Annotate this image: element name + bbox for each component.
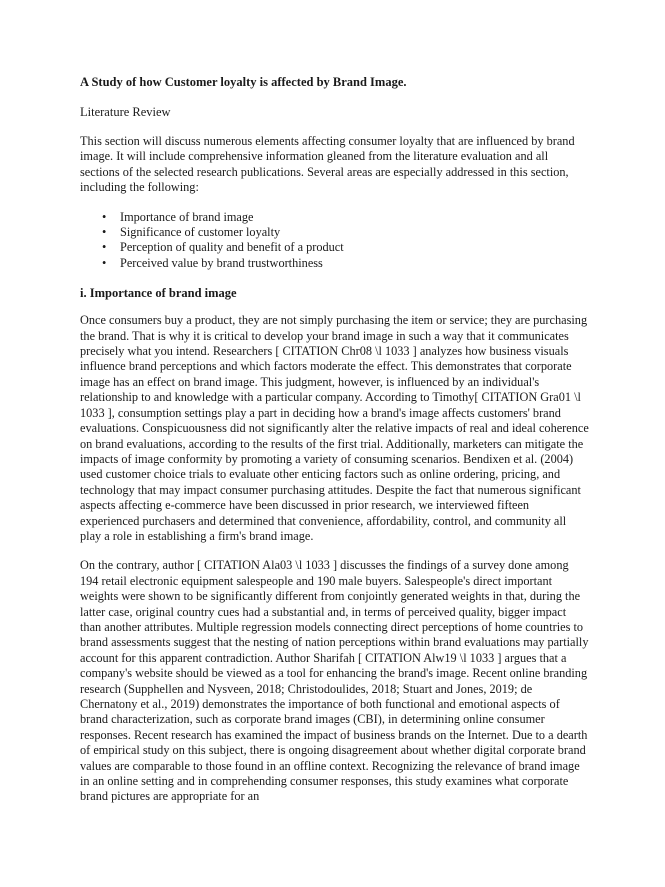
document-body xyxy=(80,74,590,805)
section-heading: i. Importance of brand image xyxy=(80,286,237,301)
list-item xyxy=(80,210,590,225)
bullet-icon: • xyxy=(102,225,107,240)
document-title: A Study of how Customer loyalty is affected by Brand Image. xyxy=(80,75,407,89)
bullet-icon: • xyxy=(102,240,107,255)
bullet-list xyxy=(80,210,590,272)
bullet-icon: • xyxy=(102,209,107,224)
body-paragraph-1: Once consumers buy a product, they are not simply purchasing the item or service; they are purchasing the brand. That is why it is critical to develop your brand image in such a way that it communicates precisely what you intend. Researchers [ CITATION Chr08 \l 1033 ] analyzes how business visuals influence brand perceptions and which factors moderate the effect. This demonstrates that corporate image has an effect on brand image. This judgment, however, is influenced by an individual's relationship to and knowledge with a particular company. According to Timothy[ CITATION Gra01 \l 1033 ], consumption settings play a part in deciding how a brand's image affects customers' brand evaluations. Conspicuousness did not significantly alter the relative impacts of real and ideal coherence on brand evaluations, according to the results of the first trial. Additionally, marketers can mitigate the impacts of image conformity by promoting a variety of consuming scenarios. Bendixen et al. (2004) used customer choice trials to evaluate other enticing factors such as online ordering, pricing, and technology that may impact consumer purchasing attitudes. Despite the fact that numerous significant aspects affecting e-commerce have been discussed in prior research, we interviewed fifteen experienced purchasers and determined that convenience, affordability, control, and community all play a role in establishing a firm's brand image. xyxy=(80,313,589,543)
list-item xyxy=(80,240,590,255)
list-item-text: Perception of quality and benefit of a product xyxy=(120,240,344,255)
bullet-icon: • xyxy=(102,255,107,270)
list-item-text: Significance of customer loyalty xyxy=(120,225,281,240)
list-item-text: Perceived value by brand trustworthiness xyxy=(120,255,323,270)
body-paragraph-2: On the contrary, author [ CITATION Ala03 \l 1033 ] discusses the findings of a survey done among 194 retail electronic equipment salespeople and 190 male buyers. Salespeople's direct important weights were shown to be significantly different from conjointly generated weights in that, during the latter case, original country cues had a substantial and, in terms of perceived quality, bigger impact than another attributes. Multiple regression models connecting direct perceptions of home countries to brand assessments suggest that the nesting of nation perceptions within brand evaluations may partially account for this apparent contradiction. Author Sharifah [ CITATION Alw19 \l 1033 ] argues that a company's website should be viewed as a tool for enhancing the brand's image. Recent online branding research (Supphellen and Nysveen, 2018; Christodoulides, 2018; Stuart and Jones, 2019; de Chernatony et al., 2019) demonstrates the importance of both functional and emotional aspects of brand characterization, such as corporate brand images (CBI), in determining online consumer responses. Recent research has examined the impact of business brands on the Internet. Due to a dearth of empirical study on this subject, there is ongoing disagreement about whether digital corporate brand values are comparable to those found in an offline context. Recognizing the relevance of brand image in an online setting and in comprehending consumer responses, this study examines what corporate brand pictures are appropriate for an xyxy=(80,558,589,804)
list-item xyxy=(80,256,590,271)
intro-paragraph: This section will discuss numerous elements affecting consumer loyalty that are influenced by brand image. It will include comprehensive information gleaned from the literature evaluation and all sections of the selected research publications. Several areas are especially addressed in this section, including the following: xyxy=(80,134,575,195)
list-item xyxy=(80,225,590,240)
document-subtitle: Literature Review xyxy=(80,105,171,119)
list-item-text: Importance of brand image xyxy=(120,209,254,224)
